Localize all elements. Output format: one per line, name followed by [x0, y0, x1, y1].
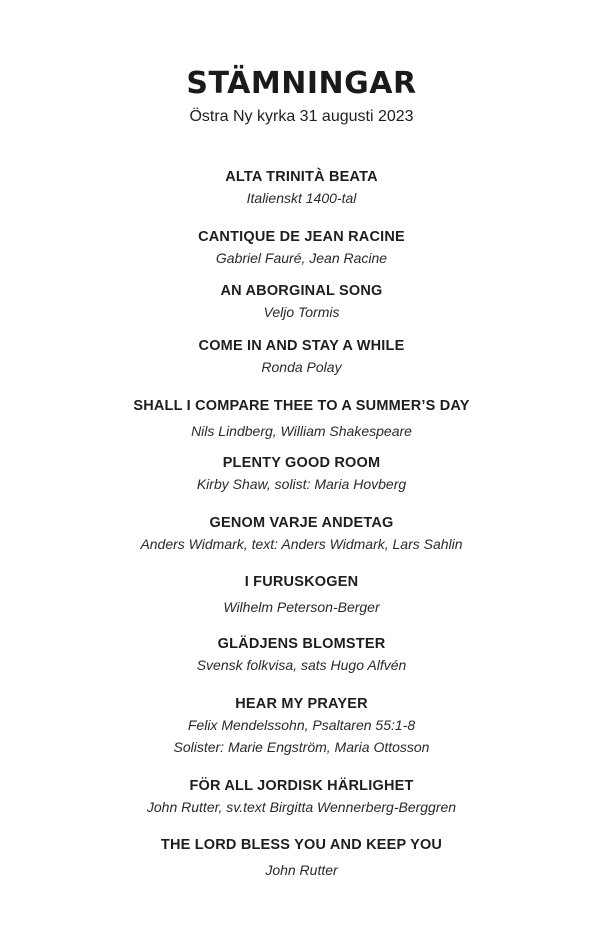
piece-title: I FURUSKOGEN [244, 574, 359, 590]
piece-credit: Felix Mendelssohn, Psaltaren 55:1-8 [187, 717, 416, 733]
program-item [0, 336, 603, 378]
program-item [0, 694, 603, 758]
piece-credit: Svensk folkvisa, sats Hugo Alfvén [196, 657, 407, 673]
program-item [0, 572, 603, 618]
piece-title: ALTA TRINITÀ BEATA [225, 169, 378, 185]
piece-title: SHALL I COMPARE THEE TO A SUMMER’S DAY [133, 398, 470, 414]
piece-credit-soloists: Solister: Marie Engström, Maria Ottosson [173, 739, 430, 755]
piece-credit: Italienskt 1400-tal [246, 190, 357, 206]
program-item [0, 776, 603, 818]
program-item [0, 281, 603, 323]
piece-credit: Veljo Tormis [263, 304, 340, 320]
piece-credit: Nils Lindberg, William Shakespeare [191, 423, 412, 439]
piece-title: HEAR MY PRAYER [235, 696, 368, 712]
program-item [0, 227, 603, 269]
piece-credit: John Rutter, sv.text Birgitta Wennerberg-Berggren [146, 799, 457, 815]
program-subtitle: Östra Ny kyrka 31 augusti 2023 [189, 108, 414, 125]
piece-title: CANTIQUE DE JEAN RACINE [198, 229, 405, 245]
program-item [0, 167, 603, 209]
program-item [0, 634, 603, 676]
program-title: STÄMNINGAR [186, 66, 417, 101]
piece-title: GENOM VARJE ANDETAG [209, 515, 394, 531]
piece-title: AN ABORGINAL SONG [220, 283, 383, 299]
piece-title: FÖR ALL JORDISK HÄRLIGHET [189, 778, 414, 794]
piece-title: COME IN AND STAY A WHILE [198, 338, 405, 354]
program-item [0, 453, 603, 495]
piece-credit: Ronda Polay [261, 359, 342, 375]
piece-title: THE LORD BLESS YOU AND KEEP YOU [160, 837, 443, 853]
piece-credit: John Rutter [265, 862, 338, 878]
piece-credit: Kirby Shaw, solist: Maria Hovberg [196, 476, 407, 492]
piece-credit: Anders Widmark, text: Anders Widmark, Lars Sahlin [140, 536, 463, 552]
piece-credit: Gabriel Fauré, Jean Racine [215, 250, 388, 266]
program-item [0, 835, 603, 881]
piece-title: PLENTY GOOD ROOM [222, 455, 381, 471]
piece-credit: Wilhelm Peterson-Berger [223, 599, 380, 615]
program-item [0, 396, 603, 442]
piece-title: GLÄDJENS BLOMSTER [217, 636, 386, 652]
program-item [0, 513, 603, 555]
